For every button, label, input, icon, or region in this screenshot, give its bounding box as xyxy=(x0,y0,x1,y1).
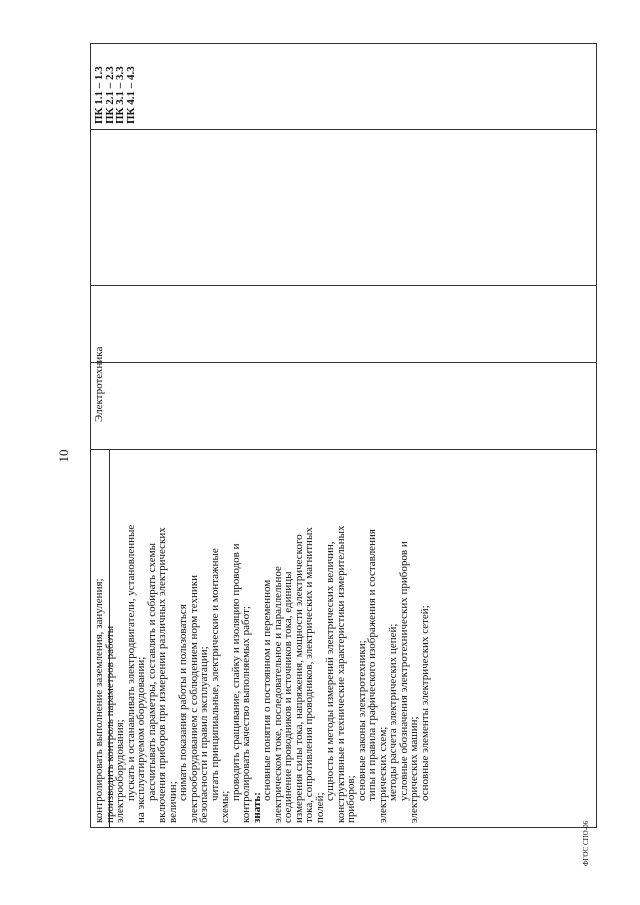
content-line: проводить сращивание, спайку и изоляцию проводов и xyxy=(229,543,242,801)
competence-table xyxy=(90,43,597,828)
row-divider xyxy=(91,362,596,363)
content-line: конструктивные и технические характеристики измерительных xyxy=(334,525,347,823)
content-line: методы расчета электрических цепей; xyxy=(387,623,399,801)
competence-item: ПК 1.1 – 1.3 xyxy=(93,66,105,124)
content-line: электрическом токе, последовательное и параллельное xyxy=(271,566,284,823)
section-heading: знать: xyxy=(250,792,263,823)
row-divider xyxy=(91,129,596,130)
content-line: типы и правила графического изображения и составления xyxy=(366,529,378,801)
content-line: основные законы электротехники; xyxy=(355,640,368,801)
content-line: электрических машин; xyxy=(408,716,420,823)
content-line: основные элементы электрических сетей; xyxy=(418,605,431,801)
content-line: на эксплуатируемом оборудовании; xyxy=(135,656,147,823)
subject-cell xyxy=(94,222,105,422)
content-line: электрооборудования; xyxy=(114,719,126,823)
content-line: безопасности и правил эксплуатации; xyxy=(198,646,210,823)
content-line: условные обозначения электротехнических приборов и xyxy=(397,541,410,801)
content-line: величин; xyxy=(166,781,179,823)
content-line: снимать показания работы и пользоваться xyxy=(177,604,189,801)
competence-item: ПК 2.1 – 2.3 xyxy=(103,66,116,124)
content-line: электрических схем; xyxy=(376,726,389,823)
content-line: электрооборудованием с соблюдением норм техники xyxy=(187,575,200,823)
footer-mark: ФГОС СПО-06 xyxy=(582,820,590,866)
page-number: 10 xyxy=(56,449,71,463)
content-line: сущность и методы измерений электрических величин, xyxy=(324,541,336,801)
subject-name: Электротехника xyxy=(93,346,105,422)
content-line: измерения силы тока, напряжения, мощности электрического xyxy=(292,534,305,823)
content-line: полей; xyxy=(313,792,326,823)
content-line: производить контроль параметров работы xyxy=(103,625,116,823)
content-line: соединение проводников и источников тока, единицы xyxy=(282,571,294,823)
content-line: пускать и останавливать электродвигатели, установленные xyxy=(124,524,137,801)
content-line: читать принципиальные, электрические и монтажные xyxy=(208,548,221,801)
content-line: контролировать качество выполняемых работ; xyxy=(240,606,252,823)
content-line: контролировать выполнение заземления, зануления; xyxy=(93,578,105,823)
content-cell xyxy=(94,493,430,823)
competence-item: ПК 3.1 – 3.3 xyxy=(114,66,126,124)
content-line: включения приборов при измерении различных электрических xyxy=(156,527,168,823)
content-line: тока, сопротивления проводников, электрических и магнитных xyxy=(303,527,315,823)
content-line: схемы; xyxy=(219,790,231,823)
competence-item: ПК 4.1 – 4.3 xyxy=(124,66,137,124)
content-line: приборов; xyxy=(345,775,357,823)
content-line: рассчитывать параметры, составлять и собирать схемы xyxy=(145,543,158,801)
row-divider xyxy=(91,285,596,286)
row-divider xyxy=(91,449,596,450)
competence-cell xyxy=(94,44,136,124)
content-line: основные понятия о постоянном и переменном xyxy=(261,579,273,801)
